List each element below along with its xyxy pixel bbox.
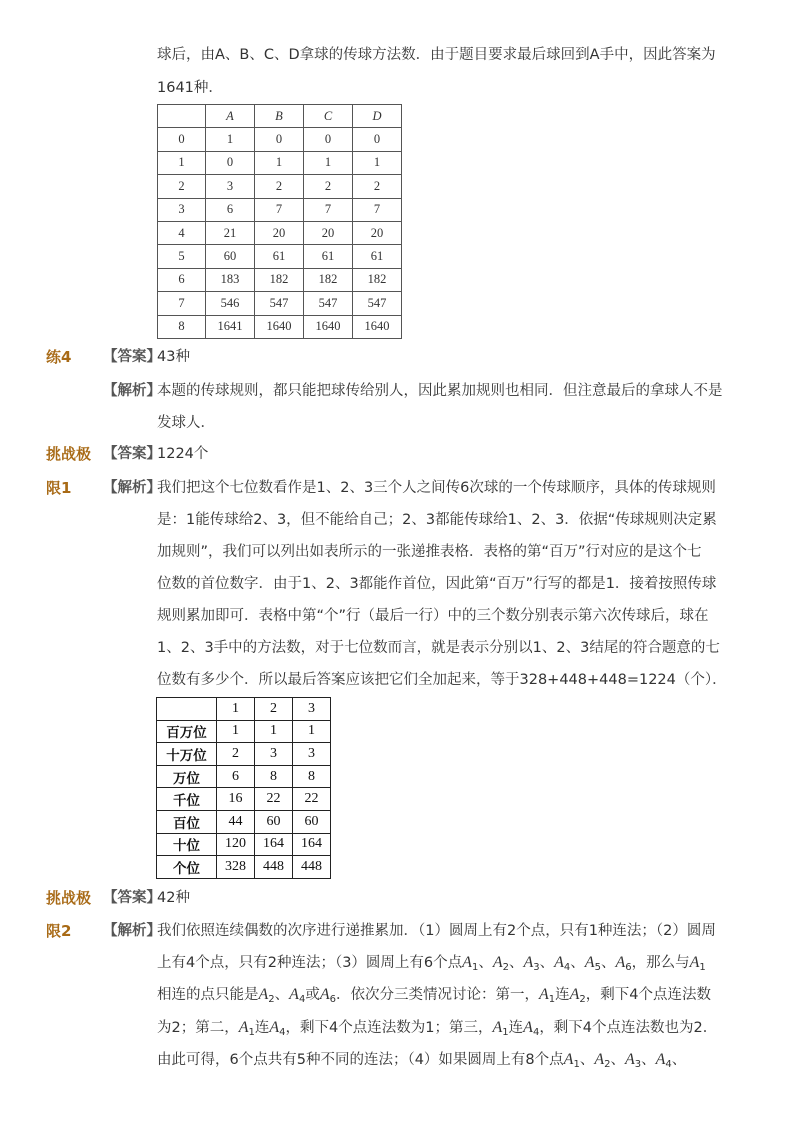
table-row (158, 221, 402, 244)
answer-label: 【答案】 (103, 446, 161, 462)
table-cell: 183 (206, 268, 255, 291)
table-cell: 60 (255, 810, 293, 833)
analysis-line: 相连的点只能是$A_2$、$A_4$或$A_6$．依次分三类情况讨论：第一，$A_1$连$A_2$，剩下4个点连法数 (157, 986, 712, 1005)
table-row (158, 268, 402, 291)
row-label-cell: 3 (158, 198, 206, 221)
column-header (158, 105, 206, 128)
table-cell: 1640 (304, 315, 353, 338)
table-cell: 182 (353, 268, 402, 291)
table-row (158, 315, 402, 338)
exercise-tag: 练4 (46, 348, 72, 366)
analysis-line: 我们把这个七位数看作是1、2、3三个人之间传6次球的一个传球顺序，具体的传球规则 (157, 480, 716, 496)
challenge-tag: 挑战极 (46, 445, 92, 463)
table-row (157, 788, 331, 811)
table-row (158, 292, 402, 315)
table-cell: 448 (293, 856, 331, 879)
table-row (158, 128, 402, 151)
analysis-label: 【解析】 (103, 383, 161, 399)
table-cell: 1 (255, 720, 293, 743)
intro-line-2: 1641种． (157, 80, 223, 96)
intro-line-1: 球后，由A、B、C、D拿球的传球方法数．由于题目要求最后球回到A手中，因此答案为 (157, 47, 716, 63)
table-row (157, 810, 331, 833)
table-row (157, 720, 331, 743)
table-cell: 22 (255, 788, 293, 811)
row-label-cell: 1 (158, 151, 206, 174)
table-cell: 61 (255, 245, 304, 268)
row-label-cell: 7 (158, 292, 206, 315)
table-cell: 0 (206, 151, 255, 174)
column-header: C (304, 105, 353, 128)
challenge-tag-number: 限1 (46, 479, 72, 497)
table-cell: 44 (217, 810, 255, 833)
row-label-cell: 0 (158, 128, 206, 151)
row-label-cell: 千位 (157, 788, 217, 811)
table-cell: 2 (304, 175, 353, 198)
analysis-line: 位数有多少个．所以最后答案应该把它们全加起来，等于328+448+448=1224（个）． (157, 672, 727, 688)
analysis-line: 发球人． (157, 415, 215, 431)
table-cell: 1 (353, 151, 402, 174)
table-cell: 16 (217, 788, 255, 811)
challenge-tag: 挑战极 (46, 889, 92, 907)
table-cell: 328 (217, 856, 255, 879)
table-cell: 2 (255, 175, 304, 198)
table-cell: 3 (255, 743, 293, 766)
analysis-line: 由此可得，6个点共有5种不同的连法；（4）如果圆周上有8个点$A_1$、$A_2$、$A_3$、$A_4$、 (157, 1051, 687, 1070)
analysis-line: 规则累加即可．表格中第“个”行（最后一行）中的三个数分别表示第六次传球后，球在 (157, 608, 709, 624)
column-header: A (206, 105, 255, 128)
analysis-line: 是：1能传球给2、3，但不能给自己；2、3都能传球给1、2、3．依据“传球规则决定累 (157, 512, 717, 528)
table-row (158, 198, 402, 221)
analysis-line: 为2；第二，$A_1$连$A_4$，剩下4个点连法数为1；第三，$A_1$连$A_4$，剩下4个点连法数也为2． (157, 1019, 718, 1038)
table-cell: 3 (293, 743, 331, 766)
table-cell: 1641 (206, 315, 255, 338)
answer-label: 【答案】 (103, 890, 161, 906)
row-label-cell: 十位 (157, 833, 217, 856)
table-cell: 1 (304, 151, 353, 174)
row-label-cell: 6 (158, 268, 206, 291)
table-cell: 8 (293, 765, 331, 788)
table-cell: 120 (217, 833, 255, 856)
table-cell: 1 (255, 151, 304, 174)
row-label-cell: 2 (158, 175, 206, 198)
table-cell: 7 (353, 198, 402, 221)
analysis-label: 【解析】 (103, 480, 161, 496)
row-label-cell: 8 (158, 315, 206, 338)
column-header: 1 (217, 698, 255, 721)
row-label-cell: 5 (158, 245, 206, 268)
table-cell: 1 (206, 128, 255, 151)
table-row (158, 151, 402, 174)
table-cell: 1 (217, 720, 255, 743)
analysis-line: 我们依照连续偶数的次序进行递推累加．（1）圆周上有2个点，只有1种连法；（2）圆周 (157, 923, 716, 939)
digit-recursion-table (156, 697, 331, 879)
table-cell: 6 (217, 765, 255, 788)
table-cell: 8 (255, 765, 293, 788)
column-header: D (353, 105, 402, 128)
pass-count-table-header (158, 105, 402, 128)
table-cell: 22 (293, 788, 331, 811)
table-cell: 547 (353, 292, 402, 315)
table-row (158, 175, 402, 198)
table-row (157, 856, 331, 879)
table-cell: 0 (255, 128, 304, 151)
answer-value: 42种 (157, 890, 190, 906)
analysis-line: 上有4个点，只有2种连法；（3）圆周上有6个点$A_1$、$A_2$、$A_3$、$A_4$、$A_5$、$A_6$，那么与$A_1$ (157, 954, 706, 973)
column-header (157, 698, 217, 721)
table-cell: 164 (255, 833, 293, 856)
answer-label: 【答案】 (103, 349, 161, 365)
table-cell: 61 (353, 245, 402, 268)
table-cell: 3 (206, 175, 255, 198)
column-header: 2 (255, 698, 293, 721)
row-label-cell: 4 (158, 221, 206, 244)
table-cell: 60 (293, 810, 331, 833)
table-cell: 60 (206, 245, 255, 268)
row-label-cell: 个位 (157, 856, 217, 879)
table-row (157, 743, 331, 766)
table-cell: 7 (255, 198, 304, 221)
answer-value: 43种 (157, 349, 190, 365)
table-cell: 182 (255, 268, 304, 291)
table-row (158, 245, 402, 268)
table-row (157, 833, 331, 856)
analysis-line: 1、2、3手中的方法数，对于七位数而言，就是表示分别以1、2、3结尾的符合题意的七 (157, 640, 720, 656)
column-header: B (255, 105, 304, 128)
table-cell: 61 (304, 245, 353, 268)
table-cell: 0 (353, 128, 402, 151)
table-cell: 1640 (255, 315, 304, 338)
table-row (157, 765, 331, 788)
column-header: 3 (293, 698, 331, 721)
table-cell: 20 (353, 221, 402, 244)
analysis-line: 位数的首位数字．由于1、2、3都能作首位，因此第“百万”行写的都是1．接着按照传球 (157, 576, 717, 592)
table-cell: 20 (304, 221, 353, 244)
analysis-line: 加规则”，我们可以列出如表所示的一张递推表格．表格的第“百万”行对应的是这个七 (157, 544, 702, 560)
table-cell: 6 (206, 198, 255, 221)
analysis-line: 本题的传球规则，都只能把球传给别人，因此累加规则也相同．但注意最后的拿球人不是 (157, 383, 723, 399)
digit-recursion-table-header (157, 698, 331, 721)
table-cell: 0 (304, 128, 353, 151)
table-cell: 547 (255, 292, 304, 315)
table-cell: 20 (255, 221, 304, 244)
table-cell: 1640 (353, 315, 402, 338)
row-label-cell: 万位 (157, 765, 217, 788)
table-cell: 547 (304, 292, 353, 315)
table-cell: 546 (206, 292, 255, 315)
analysis-label: 【解析】 (103, 923, 161, 939)
table-cell: 1 (293, 720, 331, 743)
table-cell: 2 (217, 743, 255, 766)
table-cell: 2 (353, 175, 402, 198)
table-cell: 182 (304, 268, 353, 291)
table-cell: 164 (293, 833, 331, 856)
table-cell: 21 (206, 221, 255, 244)
challenge-tag-number: 限2 (46, 922, 72, 940)
table-cell: 448 (255, 856, 293, 879)
pass-count-table (157, 104, 402, 339)
row-label-cell: 十万位 (157, 743, 217, 766)
table-cell: 7 (304, 198, 353, 221)
row-label-cell: 百万位 (157, 720, 217, 743)
answer-value: 1224个 (157, 446, 209, 462)
row-label-cell: 百位 (157, 810, 217, 833)
